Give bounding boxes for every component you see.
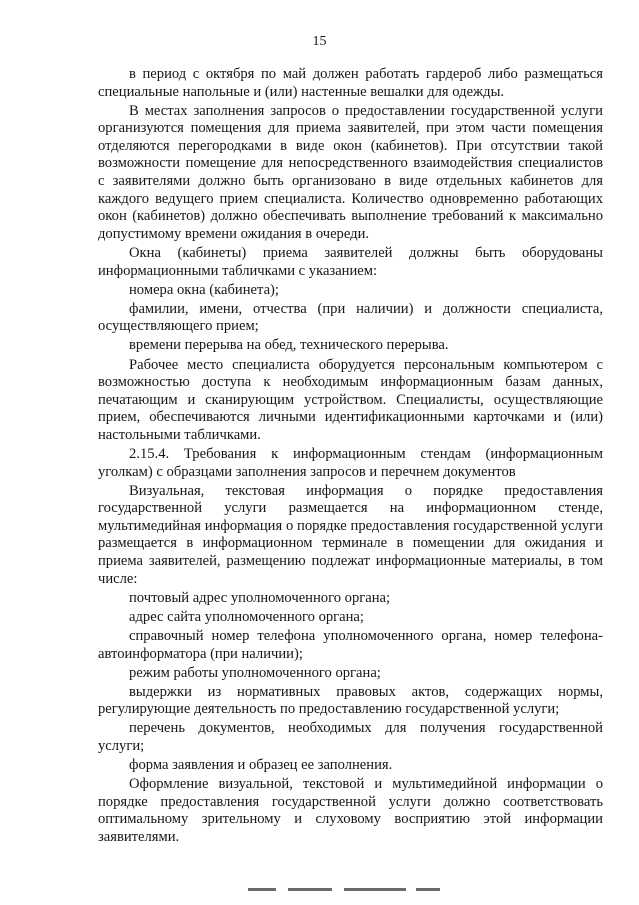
list-item-phone: справочный номер телефона уполномоченного органа, номер телефона-автоинформатора (при наличии); — [98, 627, 603, 662]
section-heading-2-15-4: 2.15.4. Требования к информационным стендам (информационным уголкам) с образцами заполнения запросов и перечнем документов — [98, 445, 603, 480]
list-item-work-hours: режим работы уполномоченного органа; — [129, 664, 381, 681]
paragraph-reception-rooms: В местах заполнения запросов о предоставлении государственной услуги организуются помещения для приема заявителей, при этом части помещения отделяются перегородками в виде окон (кабинетов). При отсутствии такой возможности помещение для непосредственного взаимодействия специалистов с заявителями должно быть организовано в виде отдельных кабинетов для каждого ведущего прием специалиста. Количество одновременно работающих окон (кабинетов) должно обеспечивать выполнение требований к максимально допустимому времени ожидания в очереди. — [98, 102, 603, 242]
list-item-postal-address: почтовый адрес уполномоченного органа; — [129, 589, 391, 606]
list-item-specialist-name: фамилии, имени, отчества (при наличии) и должности специалиста, осуществляющего прием; — [98, 300, 603, 335]
paragraph-design-requirements: Оформление визуальной, текстовой и мультимедийной информации о порядке предоставления государственной услуги должно соответствовать оптимальному зрительному и слуховому восприятию этой информации заявителями. — [98, 776, 603, 845]
paragraph-window-signs: Окна (кабинеты) приема заявителей должны быть оборудованы информационными табличками с указанием: — [98, 244, 603, 279]
paragraph-workplace: Рабочее место специалиста оборудуется персональным компьютером с возможностью доступа к необходимым информационным базам данных, печатающим и сканирующим устройством. Специалисты, осуществляющие прием, обеспечиваются личными идентификационными карточками и (или) настольными табличками. — [98, 356, 603, 443]
paragraph-cloakroom: в период с октября по май должен работать гардероб либо размещаться специальные напольные и (или) настенные вешалки для одежды. — [98, 66, 603, 100]
scan-artifact — [248, 888, 448, 894]
list-item-legal-excerpts: выдержки из нормативных правовых актов, содержащих нормы, регулирующие деятельность по предоставлению государственной услуги; — [98, 683, 603, 718]
list-item-break-time: времени перерыва на обед, технического перерыва. — [129, 337, 449, 354]
paragraph-info-stands: Визуальная, текстовая информация о порядке предоставления государственной услуги размещается на информационном стенде, мультимедийная информация о порядке предоставления государственной услуги размещается в информационном терминале в помещении для ожидания и приема заявителей, размещению подлежат информационные материалы, в том числе: — [98, 482, 603, 587]
page-number: 15 — [312, 34, 327, 49]
list-item-application-form: форма заявления и образец ее заполнения. — [129, 757, 393, 774]
document-body — [98, 66, 603, 847]
list-item-website: адрес сайта уполномоченного органа; — [129, 608, 364, 625]
list-item-window-number: номера окна (кабинета); — [129, 281, 279, 298]
list-item-document-list: перечень документов, необходимых для получения государственной услуги; — [98, 720, 603, 754]
